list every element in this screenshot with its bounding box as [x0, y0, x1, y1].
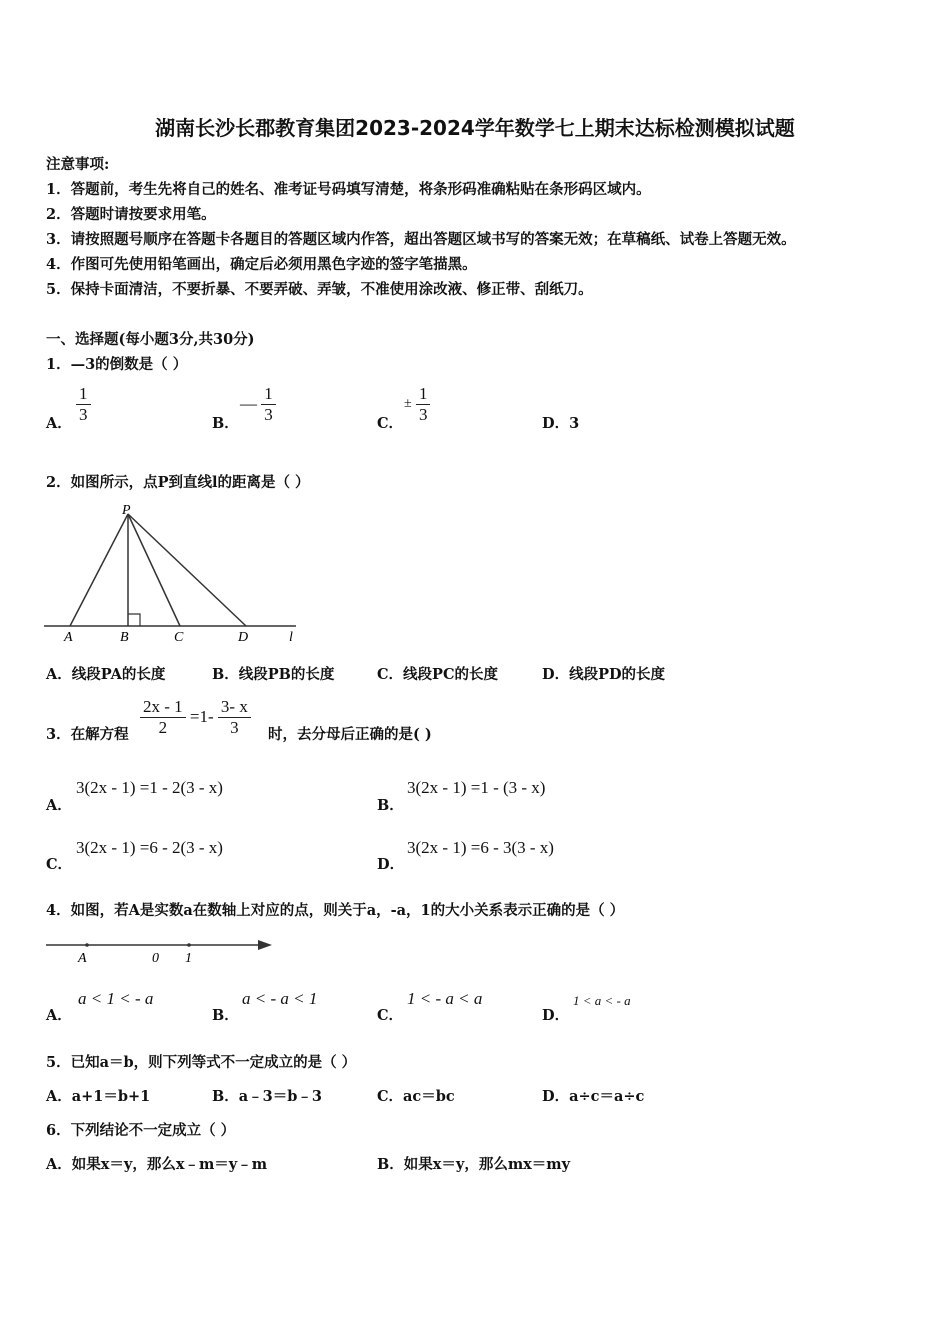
- fraction-denominator: 2: [158, 717, 168, 737]
- q3-option-b: 3(2x - 1) =1 - (3 - x): [407, 778, 546, 797]
- label-a: A: [64, 630, 73, 645]
- notice-heading: 注意事项:: [46, 156, 110, 173]
- q5-option-a: A．a+1＝b+1: [46, 1088, 151, 1105]
- q5-option-b: B．a﹣3＝b﹣3: [212, 1088, 322, 1105]
- q4-option-c: 1 < - a < a: [407, 989, 483, 1008]
- label-d: D: [238, 630, 249, 645]
- q4-option-b-label: B．: [212, 1007, 239, 1024]
- segment-pc: [128, 514, 180, 626]
- q5-option-d: D．a÷c＝a÷c: [542, 1088, 645, 1105]
- q3-option-b-label: B．: [377, 797, 404, 814]
- question-3-stem-pre: 3．在解方程: [46, 726, 129, 743]
- label-p: P: [122, 503, 131, 518]
- question-5-stem: 5．已知a＝b，则下列等式不一定成立的是（ ）: [46, 1054, 357, 1071]
- q3-option-a-label: A．: [46, 797, 72, 814]
- label-zero: 0: [152, 951, 159, 966]
- segment-pd: [128, 514, 246, 626]
- q2-option-c: C．线段PC的长度: [377, 666, 498, 683]
- q3-option-d: 3(2x - 1) =6 - 3(3 - x): [407, 838, 554, 857]
- q3-option-a: 3(2x - 1) =1 - 2(3 - x): [76, 778, 223, 797]
- q1-option-d: D．3: [542, 415, 580, 432]
- q2-option-a: A．线段PA的长度: [46, 666, 166, 683]
- q4-option-a: a < 1 < - a: [78, 989, 154, 1008]
- q2-option-d: D．线段PD的长度: [542, 666, 666, 683]
- q6-option-b: B．如果x＝y，那么mx＝my: [377, 1156, 571, 1173]
- label-b: B: [120, 630, 129, 645]
- q5-option-c: C．ac＝bc: [377, 1088, 455, 1105]
- notice-item: 2．答题时请按要求用笔。: [46, 206, 216, 223]
- section-heading: 一、选择题(每小题3分,共30分): [46, 331, 255, 348]
- fraction-numerator: 2x - 1: [140, 697, 186, 718]
- question-3-stem-post: 时，去分母后正确的是( ): [268, 726, 432, 743]
- label-c: C: [174, 630, 184, 645]
- notice-item: 4．作图可先使用铅笔画出，确定后必须用黑色字迹的签字笔描黑。: [46, 256, 477, 273]
- arrow-right-icon: [258, 940, 272, 950]
- fraction-denominator: 3: [79, 404, 88, 424]
- minus-sign: —: [240, 394, 257, 414]
- q3-option-d-label: D．: [377, 856, 405, 873]
- fraction-numerator: 1: [416, 384, 431, 405]
- q4-option-d: 1 < a < - a: [573, 993, 631, 1008]
- perpendicular-distance-figure: [44, 500, 304, 645]
- q4-option-c-label: C．: [377, 1007, 404, 1024]
- q3-equation: [140, 697, 251, 737]
- q4-option-a-label: A．: [46, 1007, 72, 1024]
- q3-option-c-label: C．: [46, 856, 73, 873]
- fraction-numerator: 1: [261, 384, 276, 405]
- label-l: l: [289, 630, 293, 645]
- notice-item: 1．答题前，考生先将自己的姓名、准考证号码填写清楚，将条形码准确粘贴在条形码区域内。: [46, 181, 651, 198]
- q1-option-a-label: A．: [46, 415, 72, 432]
- fraction-numerator: 3- x: [218, 697, 251, 718]
- q6-option-a: A．如果x＝y，那么x﹣m＝y﹣m: [46, 1156, 268, 1173]
- question-4-stem: 4．如图，若A是实数a在数轴上对应的点，则关于a，-a，1的大小关系表示正确的是（ ）: [46, 902, 625, 919]
- q4-option-b: a < - a < 1: [242, 989, 318, 1008]
- page-title: 湖南长沙长郡教育集团2023-2024学年数学七上期末达标检测模拟试题: [155, 116, 795, 140]
- q3-option-c: 3(2x - 1) =6 - 2(3 - x): [76, 838, 223, 857]
- q4-option-d-label: D．: [542, 1007, 570, 1024]
- q1-option-c: [404, 384, 430, 424]
- question-2-stem: 2．如图所示，点P到直线l的距离是（ ）: [46, 474, 310, 491]
- q1-option-b: [240, 384, 276, 424]
- q1-option-c-label: C．: [377, 415, 404, 432]
- question-6-stem: 6．下列结论不一定成立（ ）: [46, 1122, 236, 1139]
- notice-item: 3．请按照题号顺序在答题卡各题目的答题区域内作答，超出答题区域书写的答案无效；在草稿纸、试卷上答题无效。: [46, 231, 796, 248]
- equation-middle: =1-: [189, 707, 214, 727]
- q2-option-b: B．线段PB的长度: [212, 666, 335, 683]
- number-line-figure: [44, 934, 278, 968]
- q1-option-b-label: B．: [212, 415, 239, 432]
- right-angle-mark: [128, 614, 140, 626]
- fraction-denominator: 3: [230, 717, 239, 737]
- fraction-denominator: 3: [264, 404, 273, 424]
- fraction-numerator: 1: [76, 384, 91, 405]
- notice-item: 5．保持卡面清洁，不要折暴、不要弄破、弄皱，不准使用涂改液、修正带、刮纸刀。: [46, 281, 593, 298]
- plus-minus-sign: ±: [404, 396, 412, 412]
- point-a: [85, 943, 89, 947]
- point-1: [187, 943, 191, 947]
- question-1-stem: 1．—3的倒数是（ ）: [46, 356, 188, 373]
- segment-pa: [70, 514, 128, 626]
- fraction-denominator: 3: [418, 404, 428, 424]
- label-one: 1: [185, 951, 192, 966]
- q1-option-a: [76, 384, 91, 424]
- label-a: A: [78, 951, 87, 966]
